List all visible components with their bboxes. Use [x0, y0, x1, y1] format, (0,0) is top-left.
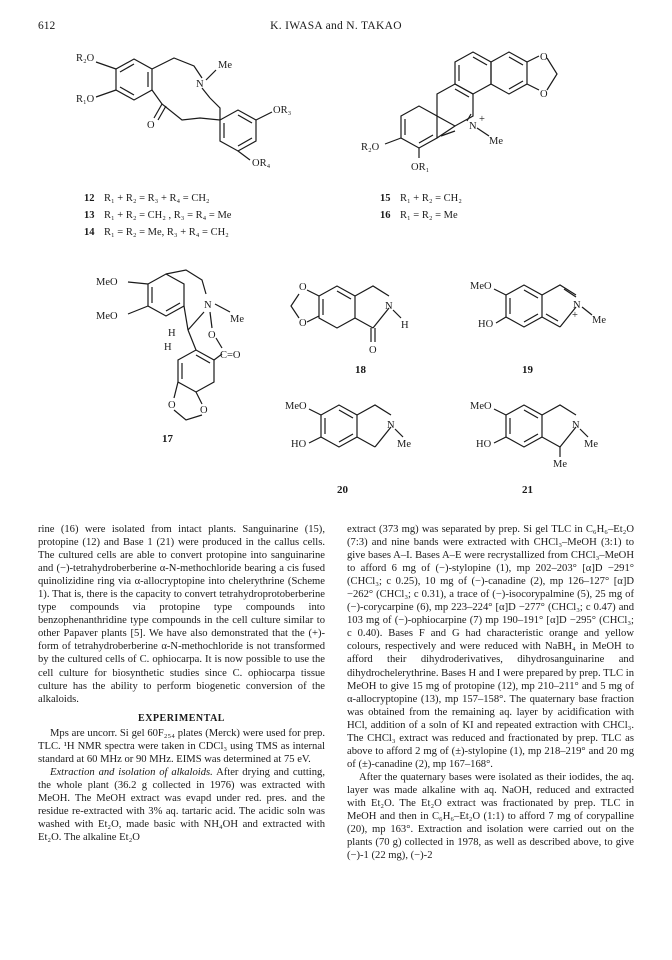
bond [188, 312, 204, 330]
label-meo: MeO [96, 277, 118, 288]
left-column [38, 523, 325, 844]
label-n: N [573, 300, 581, 311]
bond [210, 312, 212, 328]
methylenedioxy-bridge [174, 410, 202, 420]
label-meo: MeO [470, 281, 492, 292]
bond-chain [166, 270, 206, 294]
bond [196, 392, 202, 404]
bond [582, 307, 592, 315]
methylenedioxy-bridge [291, 294, 299, 318]
defs-left [84, 190, 231, 241]
compound-number-19: 19 [522, 364, 533, 376]
label-o: O [299, 282, 307, 293]
paragraph-text: After drying and cutting, the whole plant (36.2 g collected in 1976) was extracted with MeOH. The MeOH extract was evapd under red. pres. and the residue re-extracted with 3% aq. tartaric acid. The acidic soln was washed with Et₂O, made basic with NH₄OH and extracted with Et₂O. The alkaline Et₂O [38, 766, 325, 844]
ring-a [506, 285, 542, 327]
bond [188, 330, 196, 350]
label-n: N [196, 79, 204, 90]
bond [96, 90, 116, 97]
defs-right [380, 190, 462, 224]
label-plus: + [479, 114, 485, 125]
def-14: 14 R₁ = R₂ = Me, R₃ + R₄ = CH₂ [84, 227, 229, 238]
label-me: Me [489, 136, 503, 147]
ring-d [178, 350, 214, 392]
bond [355, 318, 373, 328]
running-title: K. IWASA and N. TAKAO [270, 20, 402, 32]
bond [128, 306, 148, 314]
label-me: Me [553, 459, 567, 470]
ring-d [220, 110, 256, 151]
bond [385, 138, 401, 144]
label-carbonyl-o: O [147, 120, 155, 131]
section-heading: EXPERIMENTAL [138, 712, 225, 724]
bond [496, 317, 506, 323]
compound-number-21: 21 [522, 484, 533, 496]
label-n: N [387, 420, 395, 431]
label-carbonyl: C=O [220, 350, 241, 361]
bond [494, 289, 506, 295]
bond-chain [210, 98, 220, 120]
bond [542, 317, 560, 327]
label-meo: MeO [96, 311, 118, 322]
label-n: N [572, 420, 580, 431]
bond [309, 409, 321, 415]
bond [216, 338, 222, 348]
label-or4: OR₄ [252, 158, 271, 169]
label-o: O [168, 400, 176, 411]
bond [477, 128, 489, 136]
label-o: O [200, 405, 208, 416]
structure-benzophenanthridine [355, 40, 615, 180]
label-r2o: R₂O [76, 53, 95, 64]
ring-a [506, 405, 542, 447]
label-n: N [469, 121, 477, 132]
structure-19 [460, 275, 620, 375]
label-me: Me [592, 315, 606, 326]
ring-d [401, 106, 437, 148]
bond [215, 304, 230, 312]
structure-17 [70, 270, 270, 455]
label-n: N [385, 301, 393, 312]
ring-a [319, 286, 355, 328]
label-ho: HO [478, 319, 494, 330]
bond [357, 437, 375, 447]
label-ho: HO [476, 439, 492, 450]
bond [307, 290, 319, 296]
bond [393, 310, 401, 318]
label-plus: + [572, 310, 578, 321]
bond-chain [357, 405, 391, 415]
structure-21 [450, 395, 610, 495]
bond-chain [152, 90, 220, 120]
structure-20 [265, 395, 415, 495]
label-me: Me [218, 60, 232, 71]
label-o: O [540, 52, 548, 63]
label-meo: MeO [285, 401, 307, 412]
def-12: 12 R₁ + R₂ = R₃ + R₄ = CH₂ [84, 193, 210, 204]
bond [174, 382, 178, 398]
ring-a [148, 274, 184, 316]
paragraph: Mps are uncorr. Si gel 60F₂₅₄ plates (Merck) were used for prep. TLC. ¹H NMR spectra were taken in CDCl₃ using TMS as internal standard at 60 MHz or 90 MHz. EIMS was determined at 75 eV. [38, 727, 325, 765]
label-h: H [401, 320, 409, 331]
ring-a [321, 405, 357, 447]
label-o: O [369, 345, 377, 356]
bond [256, 112, 272, 120]
running-header [38, 20, 634, 36]
bond [542, 437, 560, 447]
label-n: N [204, 300, 212, 311]
label-o: O [299, 318, 307, 329]
bond [307, 316, 319, 322]
label-or3: OR₃ [273, 105, 292, 116]
compound-number-17: 17 [162, 433, 173, 445]
bond [184, 306, 188, 330]
bond [96, 62, 116, 69]
bond [206, 70, 216, 80]
label-me: Me [397, 439, 411, 450]
label-o: O [540, 89, 548, 100]
label-me: Me [230, 314, 244, 325]
bond [527, 84, 539, 90]
paragraph [38, 766, 325, 844]
ring-a [491, 52, 527, 94]
bond [395, 429, 403, 437]
bond [494, 409, 506, 415]
paragraph: After the quaternary bases were isolated as their iodides, the aq. layer was made alkaline with aq. NaOH, reduced and extracted with Et₂O. The Et₂O extract was fractionated by prep. TLC in MeOH and then in C₆H₆–Et₂O (1:1) to afford 7 mg of corypalline (20), mp 163°. Extraction and isolation were carried out on the plants (70 g) collected in 1978, as well as described above, to give (−)-1 (22 mg), (−)-2 [347, 771, 634, 862]
bond [494, 437, 506, 443]
label-h: H [164, 342, 172, 353]
def-15: 15 R₁ + R₂ = CH₂ [380, 193, 462, 204]
label-h: H [168, 328, 176, 339]
label-ho: HO [291, 439, 307, 450]
label-r2o: R₂O [361, 142, 380, 153]
label-o: O [208, 330, 216, 341]
bond-chain [355, 286, 389, 296]
methylenedioxy-bridge [547, 58, 557, 90]
ring-a [116, 59, 152, 100]
compound-number-18: 18 [355, 364, 366, 376]
label-or1: OR₁ [411, 162, 430, 173]
paragraph-title: Extraction and isolation of alkaloids. [50, 766, 213, 778]
label-r1o: R₁O [76, 94, 95, 105]
bond [238, 151, 250, 160]
paragraph: extract (373 mg) was separated by prep. Si gel TLC in C₆H₆–Et₂O (7:3) and nine bands were extracted with CHCl₃–MeOH (3:1) to give bases A–I. Bases A–E were recrystallized from CHCl₃–MeOH to afford 6 mg of (−)-stylopine (1), mp 202–203° [α]D −291° (CHCl₃; c 0.25), 10 mg of (−)-canadine (2), mp 126–127° [α]D −262° (CHCl₃; c 0.31), a trace of (−)-isocorypalmine (5), 25 mg of (−)-corycarpine (6), mp 223–224° [α]D −277° (CHCl₃; c 0.47) and 103 mg of (−)-ophiocarpine (7) mp 190–191° [α]D −295° (CHCl₃; c 0.40). Bases F and G had characteristic orange and yellow colours, respectively and were reduced with NaBH₄ in MeOH to afford their dihydroderivatives, dihydrosanguinarine and dihydrochelerythrine. Bases H and I were prepared by prep. TLC in MeOH to give 15 mg of protopine (12), mp 210–211° and 5 mg of α-allocryptopine (13), mp 157–158°. The quaternary base fraction was obtained from the remaining aq. layer by acidification with HCl, addition of a soln of KI and repeated extraction with CHCl₃. The CHCl₃ extract was reduced and fractionated by prep. TLC as above to afford 2 mg of (±)-stylopine (1), mp 218–219° and 20 mg of (±)-canadine (2), mp 167–168°. [347, 524, 634, 770]
def-13: 13 R₁ + R₂ = CH₂ , R₃ = R₄ = Me [84, 210, 232, 221]
bond [527, 56, 539, 62]
right-column [347, 523, 634, 862]
paragraph: rine (16) were isolated from intact plants. Sanguinarine (15), protopine (12) and Base 1 (21) were produced in the callus cells. The cultured cells are able to convert protopine into sanguinarine and (−)-tetrahydroberberine α-N-methochloride bearing a cis fused quinolizidine ring via α-allocryptopine into chelerythrine (Scheme 1). That is, there is the capacity to convert tetrahydroprotoberberine type compounds via protopine type compounds into benzophenanthridine type compounds in the cell culture similar to other Papaver plants [5]. We have also demonstrated that the (+)-form of tetrahydroberberine α-N-methochloride is not transformed by the cultured cells of C. ophiocarpa. It is now possible to use the cell culture for biosynthetic studies since C. ophiocarpa tissue culture has the ability to perform biogenetic conversion of the alkaloids. [38, 524, 325, 705]
structure-protopine-type [60, 40, 310, 188]
label-me: Me [584, 439, 598, 450]
structure-18 [285, 278, 415, 378]
bond [580, 429, 588, 437]
def-16: 16 R₁ = R₂ = Me [380, 210, 458, 221]
bond-chain [152, 58, 202, 78]
page-number: 612 [38, 20, 56, 32]
double-bond [564, 289, 576, 297]
bond [309, 437, 321, 443]
bond-chain [542, 405, 576, 415]
bond [128, 282, 148, 284]
compound-number-20: 20 [337, 484, 348, 496]
ring-b [455, 52, 491, 94]
label-meo: MeO [470, 401, 492, 412]
